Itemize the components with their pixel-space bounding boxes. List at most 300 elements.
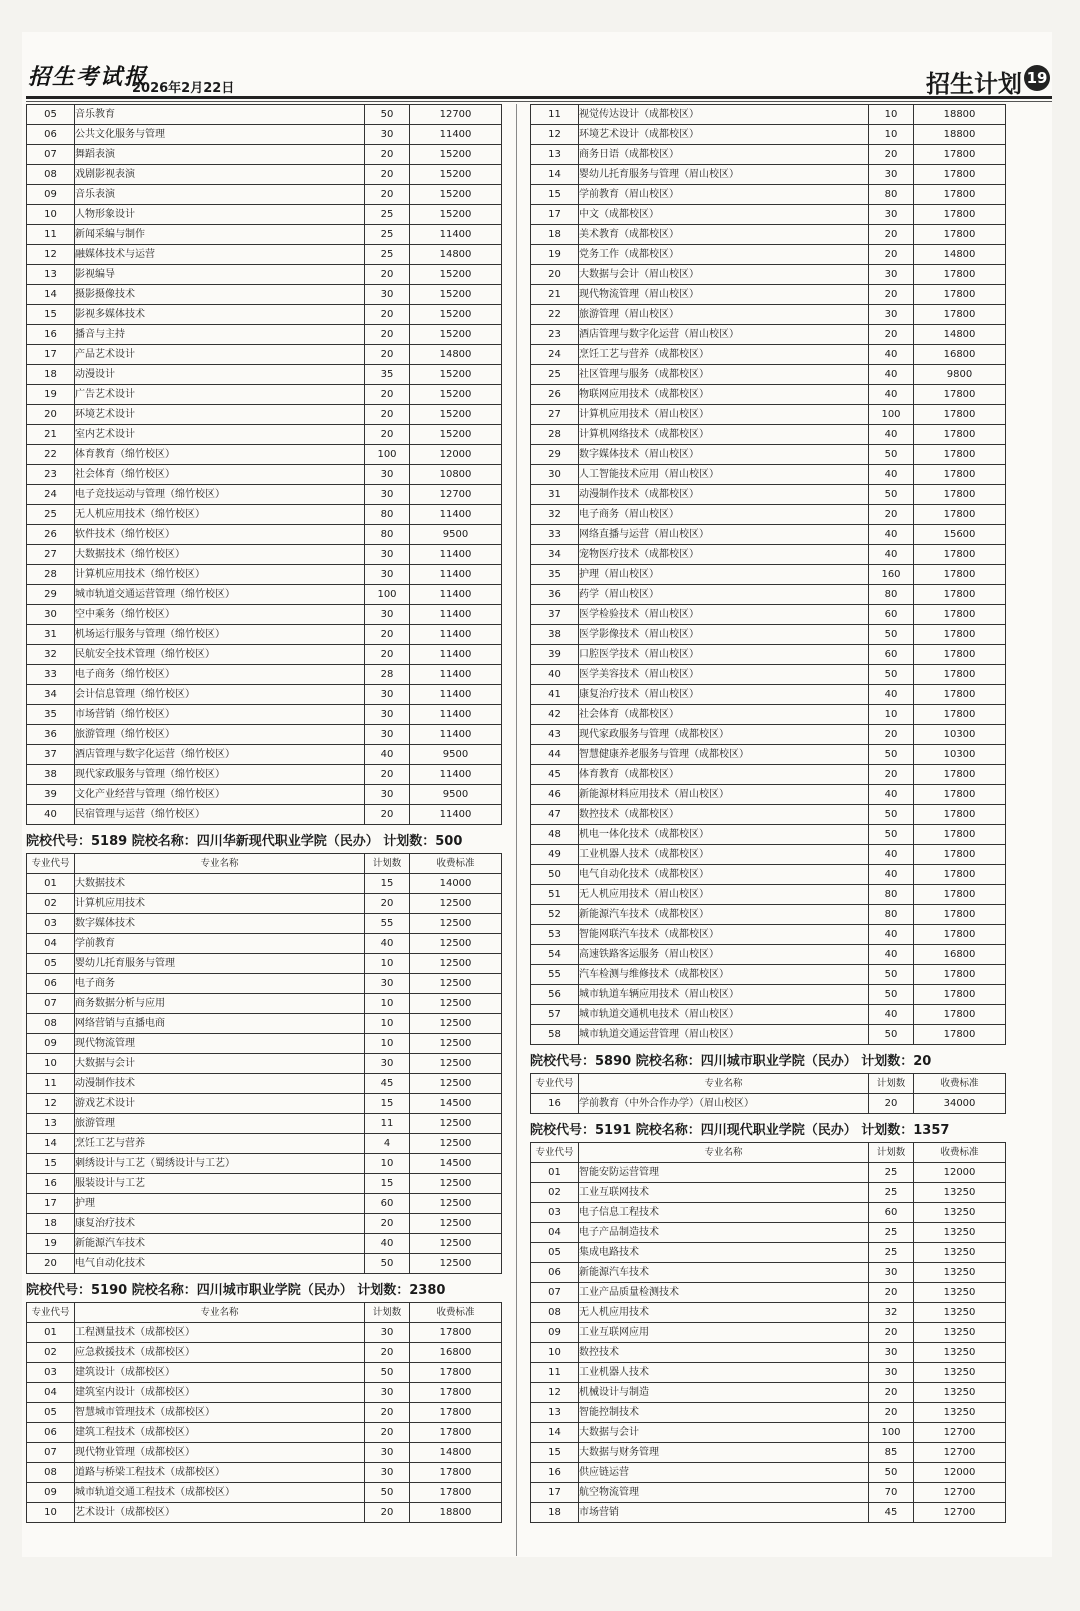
table-row [27, 125, 502, 145]
header-name: 专业名称 [75, 1303, 365, 1323]
major-name: 动漫制作技术（成都校区） [579, 485, 869, 505]
major-code: 45 [531, 765, 579, 785]
tuition-fee: 12500 [410, 1114, 502, 1134]
tuition-fee: 18800 [914, 105, 1006, 125]
plan-count: 20 [869, 245, 914, 265]
header-fee: 收费标准 [914, 1074, 1006, 1094]
major-name: 大数据与财务管理 [579, 1443, 869, 1463]
plan-count: 20 [365, 1343, 410, 1363]
table-row [27, 445, 502, 465]
major-name: 融媒体技术与运营 [75, 245, 365, 265]
table-row [531, 1005, 1006, 1025]
column-divider [516, 104, 517, 1556]
plan-count: 10 [365, 1014, 410, 1034]
tuition-fee: 17800 [914, 825, 1006, 845]
major-name: 电子商务 [75, 974, 365, 994]
plan-count: 30 [365, 125, 410, 145]
table-header-row [27, 1303, 502, 1323]
table-row [531, 885, 1006, 905]
major-name: 文化产业经营与管理（绵竹校区） [75, 785, 365, 805]
plan-count: 30 [869, 305, 914, 325]
tuition-fee: 13250 [914, 1383, 1006, 1403]
major-code: 05 [27, 1403, 75, 1423]
table-row [27, 465, 502, 485]
major-code: 34 [531, 545, 579, 565]
plan-count: 50 [869, 745, 914, 765]
plan-count: 40 [365, 745, 410, 765]
tuition-fee: 15600 [914, 525, 1006, 545]
tuition-fee: 15200 [410, 145, 502, 165]
plan-count: 20 [869, 1383, 914, 1403]
major-code: 07 [27, 145, 75, 165]
major-name: 婴幼儿托育服务与管理 [75, 954, 365, 974]
major-name: 学前教育（眉山校区） [579, 185, 869, 205]
tuition-fee: 14000 [410, 874, 502, 894]
major-code: 02 [27, 894, 75, 914]
table-row [531, 365, 1006, 385]
table-row [531, 525, 1006, 545]
table-row [27, 1483, 502, 1503]
tuition-fee: 17800 [914, 685, 1006, 705]
header-rule [26, 96, 1052, 99]
tuition-fee: 17800 [410, 1483, 502, 1503]
plan-count: 40 [869, 685, 914, 705]
table-row [531, 705, 1006, 725]
tuition-fee: 17800 [914, 145, 1006, 165]
tuition-fee: 17800 [410, 1323, 502, 1343]
header-code: 专业代号 [27, 1303, 75, 1323]
tuition-fee: 15200 [410, 265, 502, 285]
tuition-fee: 15200 [410, 185, 502, 205]
table-row [27, 405, 502, 425]
tuition-fee: 15200 [410, 165, 502, 185]
major-code: 01 [27, 1323, 75, 1343]
plan-count: 30 [365, 1443, 410, 1463]
plan-count: 20 [869, 1323, 914, 1343]
table-row [531, 145, 1006, 165]
tuition-fee: 17800 [914, 925, 1006, 945]
major-name: 城市轨道交通运营管理（眉山校区） [579, 1025, 869, 1045]
major-name: 环境艺术设计 [75, 405, 365, 425]
school-5191-title: 院校代号：5191 院校名称：四川现代职业学院（民办） 计划数：1357 [530, 1123, 950, 1138]
major-code: 18 [531, 225, 579, 245]
tuition-fee: 12700 [410, 485, 502, 505]
plan-count: 10 [869, 705, 914, 725]
tuition-fee: 12500 [410, 1234, 502, 1254]
major-name: 数控技术 [579, 1343, 869, 1363]
table-row [531, 325, 1006, 345]
tuition-fee: 17800 [914, 625, 1006, 645]
major-name: 现代家政服务与管理（绵竹校区） [75, 765, 365, 785]
major-code: 33 [531, 525, 579, 545]
major-name: 康复治疗技术（眉山校区） [579, 685, 869, 705]
tuition-fee: 17800 [914, 465, 1006, 485]
major-code: 09 [27, 1034, 75, 1054]
plan-count: 40 [869, 465, 914, 485]
major-name: 大数据与会计 [75, 1054, 365, 1074]
tuition-fee: 17800 [410, 1363, 502, 1383]
plan-count: 40 [869, 925, 914, 945]
table-row [531, 1283, 1006, 1303]
major-name: 人物形象设计 [75, 205, 365, 225]
plan-count: 30 [365, 565, 410, 585]
major-name: 智能安防运营管理 [579, 1163, 869, 1183]
major-code: 40 [531, 665, 579, 685]
tuition-fee: 18800 [914, 125, 1006, 145]
major-code: 02 [27, 1343, 75, 1363]
major-name: 会计信息管理（绵竹校区） [75, 685, 365, 705]
major-code: 14 [531, 1423, 579, 1443]
table-row [531, 1303, 1006, 1323]
table-row [27, 934, 502, 954]
plan-count: 20 [365, 805, 410, 825]
major-code: 25 [531, 365, 579, 385]
table-row [27, 954, 502, 974]
major-code: 05 [27, 954, 75, 974]
plan-count: 30 [365, 605, 410, 625]
table-row [27, 425, 502, 445]
major-code: 19 [531, 245, 579, 265]
table-row [27, 325, 502, 345]
major-name: 建筑室内设计（成都校区） [75, 1383, 365, 1403]
plan-count: 35 [365, 365, 410, 385]
major-code: 55 [531, 965, 579, 985]
table-row [27, 1214, 502, 1234]
major-name: 社会体育（成都校区） [579, 705, 869, 725]
table-row [27, 765, 502, 785]
major-name: 航空物流管理 [579, 1483, 869, 1503]
major-name: 城市轨道交通机电技术（眉山校区） [579, 1005, 869, 1025]
major-name: 建筑工程技术（成都校区） [75, 1423, 365, 1443]
major-name: 动漫制作技术 [75, 1074, 365, 1094]
major-code: 28 [531, 425, 579, 445]
table-row [27, 725, 502, 745]
plan-count: 40 [869, 545, 914, 565]
tuition-fee: 17800 [914, 305, 1006, 325]
table-row [531, 1323, 1006, 1343]
major-code: 18 [27, 365, 75, 385]
major-name: 新能源汽车技术 [579, 1263, 869, 1283]
header-plan: 计划数 [365, 1303, 410, 1323]
tuition-fee: 13250 [914, 1283, 1006, 1303]
major-code: 08 [531, 1303, 579, 1323]
tuition-fee: 17800 [410, 1423, 502, 1443]
plan-count: 50 [365, 1483, 410, 1503]
plan-count: 20 [365, 185, 410, 205]
major-name: 高速铁路客运服务（眉山校区） [579, 945, 869, 965]
major-name: 民航安全技术管理（绵竹校区） [75, 645, 365, 665]
major-code: 19 [27, 385, 75, 405]
table-row [531, 765, 1006, 785]
school-5190-title: 院校代号：5190 院校名称：四川城市职业学院（民办） 计划数：2380 [26, 1283, 446, 1298]
table-row [531, 1243, 1006, 1263]
tuition-fee: 14500 [410, 1094, 502, 1114]
table-school-5191 [530, 1142, 1006, 1523]
major-code: 04 [531, 1223, 579, 1243]
major-name: 集成电路技术 [579, 1243, 869, 1263]
major-name: 电子商务（绵竹校区） [75, 665, 365, 685]
tuition-fee: 12000 [410, 445, 502, 465]
plan-count: 60 [869, 645, 914, 665]
major-code: 13 [27, 1114, 75, 1134]
plan-count: 30 [365, 485, 410, 505]
major-code: 34 [27, 685, 75, 705]
major-code: 20 [27, 1254, 75, 1274]
tuition-fee: 13250 [914, 1223, 1006, 1243]
tuition-fee: 17800 [914, 605, 1006, 625]
tuition-fee: 16800 [914, 945, 1006, 965]
major-code: 06 [27, 974, 75, 994]
plan-count: 40 [869, 785, 914, 805]
major-name: 商务日语（成都校区） [579, 145, 869, 165]
plan-count: 28 [365, 665, 410, 685]
major-name: 康复治疗技术 [75, 1214, 365, 1234]
table-row [27, 605, 502, 625]
tuition-fee: 17800 [914, 225, 1006, 245]
tuition-fee: 13250 [914, 1203, 1006, 1223]
major-code: 21 [531, 285, 579, 305]
table-row [531, 505, 1006, 525]
major-name: 应急救援技术（成都校区） [75, 1343, 365, 1363]
table-row [531, 725, 1006, 745]
tuition-fee: 12500 [410, 1074, 502, 1094]
table-row [531, 805, 1006, 825]
major-code: 48 [531, 825, 579, 845]
tuition-fee: 17800 [914, 905, 1006, 925]
tuition-fee: 17800 [410, 1383, 502, 1403]
major-code: 22 [531, 305, 579, 325]
plan-count: 40 [365, 1234, 410, 1254]
major-code: 04 [27, 1383, 75, 1403]
tuition-fee: 17800 [410, 1403, 502, 1423]
table-row [27, 974, 502, 994]
tuition-fee: 12500 [410, 1014, 502, 1034]
table-row [27, 1054, 502, 1074]
header-name: 专业名称 [579, 1143, 869, 1163]
major-name: 智慧健康养老服务与管理（成都校区） [579, 745, 869, 765]
plan-count: 50 [869, 825, 914, 845]
major-name: 汽车检测与维修技术（成都校区） [579, 965, 869, 985]
plan-count: 40 [869, 365, 914, 385]
major-name: 新闻采编与制作 [75, 225, 365, 245]
major-code: 16 [27, 1174, 75, 1194]
tuition-fee: 13250 [914, 1403, 1006, 1423]
major-code: 36 [531, 585, 579, 605]
tuition-fee: 12000 [914, 1163, 1006, 1183]
plan-count: 50 [869, 805, 914, 825]
major-name: 体育教育（绵竹校区） [75, 445, 365, 465]
plan-count: 80 [869, 185, 914, 205]
section-title: 招生计划 [926, 70, 1022, 98]
major-code: 22 [27, 445, 75, 465]
tuition-fee: 14800 [410, 245, 502, 265]
header-fee: 收费标准 [410, 1303, 502, 1323]
tuition-fee: 10300 [914, 745, 1006, 765]
plan-count: 50 [869, 665, 914, 685]
plan-count: 10 [869, 105, 914, 125]
table-row [531, 665, 1006, 685]
header-name: 专业名称 [75, 854, 365, 874]
major-code: 41 [531, 685, 579, 705]
major-code: 17 [531, 205, 579, 225]
table-row [531, 485, 1006, 505]
tuition-fee: 15200 [410, 425, 502, 445]
major-code: 51 [531, 885, 579, 905]
plan-count: 40 [869, 385, 914, 405]
plan-count: 20 [365, 1423, 410, 1443]
tuition-fee: 17800 [914, 705, 1006, 725]
plan-count: 20 [365, 325, 410, 345]
major-code: 31 [531, 485, 579, 505]
table-school-5890 [530, 1073, 1006, 1114]
major-name: 护理（眉山校区） [579, 565, 869, 585]
major-name: 计算机应用技术（眉山校区） [579, 405, 869, 425]
tuition-fee: 14800 [914, 325, 1006, 345]
major-code: 17 [531, 1483, 579, 1503]
plan-count: 25 [365, 225, 410, 245]
major-name: 酒店管理与数字化运营（眉山校区） [579, 325, 869, 345]
table-row [27, 105, 502, 125]
table-row [27, 265, 502, 285]
plan-count: 40 [869, 945, 914, 965]
tuition-fee: 12500 [410, 974, 502, 994]
table-row [531, 1443, 1006, 1463]
tuition-fee: 15200 [410, 365, 502, 385]
table-row [27, 345, 502, 365]
major-name: 城市轨道交通工程技术（成都校区） [75, 1483, 365, 1503]
tuition-fee: 11400 [410, 565, 502, 585]
major-code: 14 [531, 165, 579, 185]
tuition-fee: 10800 [410, 465, 502, 485]
major-name: 网络营销与直播电商 [75, 1014, 365, 1034]
tuition-fee: 17800 [914, 965, 1006, 985]
tuition-fee: 17800 [914, 385, 1006, 405]
plan-count: 20 [869, 325, 914, 345]
plan-count: 15 [365, 1094, 410, 1114]
plan-count: 30 [365, 974, 410, 994]
plan-count: 30 [365, 465, 410, 485]
major-code: 13 [531, 1403, 579, 1423]
tuition-fee: 17800 [914, 865, 1006, 885]
major-code: 06 [27, 1423, 75, 1443]
table-row [531, 985, 1006, 1005]
table-row [27, 1363, 502, 1383]
major-name: 人工智能技术应用（眉山校区） [579, 465, 869, 485]
table-row [27, 1154, 502, 1174]
table-row [27, 185, 502, 205]
school-5189-title: 院校代号：5189 院校名称：四川华新现代职业学院（民办） 计划数：500 [26, 834, 463, 849]
major-name: 新能源汽车技术（成都校区） [579, 905, 869, 925]
major-name: 视觉传达设计（成都校区） [579, 105, 869, 125]
tuition-fee: 17800 [914, 645, 1006, 665]
plan-count: 40 [869, 865, 914, 885]
tuition-fee: 12500 [410, 954, 502, 974]
major-name: 电气自动化技术 [75, 1254, 365, 1274]
major-code: 08 [27, 165, 75, 185]
tuition-fee: 13250 [914, 1243, 1006, 1263]
table-row [27, 305, 502, 325]
plan-count: 15 [365, 1174, 410, 1194]
major-name: 动漫设计 [75, 365, 365, 385]
plan-count: 15 [365, 874, 410, 894]
table-row [531, 265, 1006, 285]
table-row [27, 1194, 502, 1214]
table-row [531, 1383, 1006, 1403]
major-code: 03 [27, 914, 75, 934]
major-code: 24 [531, 345, 579, 365]
major-name: 社区管理与服务（成都校区） [579, 365, 869, 385]
major-code: 29 [531, 445, 579, 465]
plan-count: 10 [365, 994, 410, 1014]
major-code: 10 [27, 205, 75, 225]
tuition-fee: 11400 [410, 665, 502, 685]
plan-count: 25 [365, 205, 410, 225]
major-code: 09 [531, 1323, 579, 1343]
header-fee: 收费标准 [410, 854, 502, 874]
plan-count: 20 [365, 305, 410, 325]
tuition-fee: 15200 [410, 405, 502, 425]
major-code: 42 [531, 705, 579, 725]
major-code: 31 [27, 625, 75, 645]
plan-count: 20 [869, 1283, 914, 1303]
table-school-5189 [26, 853, 502, 1274]
major-name: 物联网应用技术（成都校区） [579, 385, 869, 405]
major-name: 城市轨道车辆应用技术（眉山校区） [579, 985, 869, 1005]
tuition-fee: 9800 [914, 365, 1006, 385]
table-row [27, 385, 502, 405]
plan-count: 20 [365, 385, 410, 405]
table-row [27, 1174, 502, 1194]
plan-count: 30 [365, 545, 410, 565]
major-code: 14 [27, 285, 75, 305]
major-code: 47 [531, 805, 579, 825]
table-row [531, 405, 1006, 425]
tuition-fee: 17800 [914, 405, 1006, 425]
major-code: 15 [27, 305, 75, 325]
table-row [531, 865, 1006, 885]
major-name: 电子商务（眉山校区） [579, 505, 869, 525]
plan-count: 40 [869, 345, 914, 365]
major-code: 24 [27, 485, 75, 505]
table-row [27, 505, 502, 525]
table-row [531, 1463, 1006, 1483]
plan-count: 50 [365, 1254, 410, 1274]
plan-count: 100 [365, 585, 410, 605]
major-name: 艺术设计（成都校区） [75, 1503, 365, 1523]
major-code: 07 [27, 994, 75, 1014]
table-row [27, 1014, 502, 1034]
plan-count: 20 [365, 765, 410, 785]
tuition-fee: 17800 [914, 445, 1006, 465]
major-code: 26 [531, 385, 579, 405]
major-code: 07 [531, 1283, 579, 1303]
tuition-fee: 12500 [410, 1254, 502, 1274]
left-column [26, 104, 501, 1523]
table-row [531, 305, 1006, 325]
major-code: 17 [27, 1194, 75, 1214]
table-row [531, 1223, 1006, 1243]
table-row [531, 425, 1006, 445]
table-row [531, 785, 1006, 805]
major-code: 56 [531, 985, 579, 1005]
major-code: 05 [27, 105, 75, 125]
major-name: 工程测量技术（成都校区） [75, 1323, 365, 1343]
tuition-fee: 12700 [914, 1443, 1006, 1463]
tuition-fee: 9500 [410, 785, 502, 805]
table-row [27, 365, 502, 385]
plan-count: 25 [365, 245, 410, 265]
major-code: 30 [531, 465, 579, 485]
